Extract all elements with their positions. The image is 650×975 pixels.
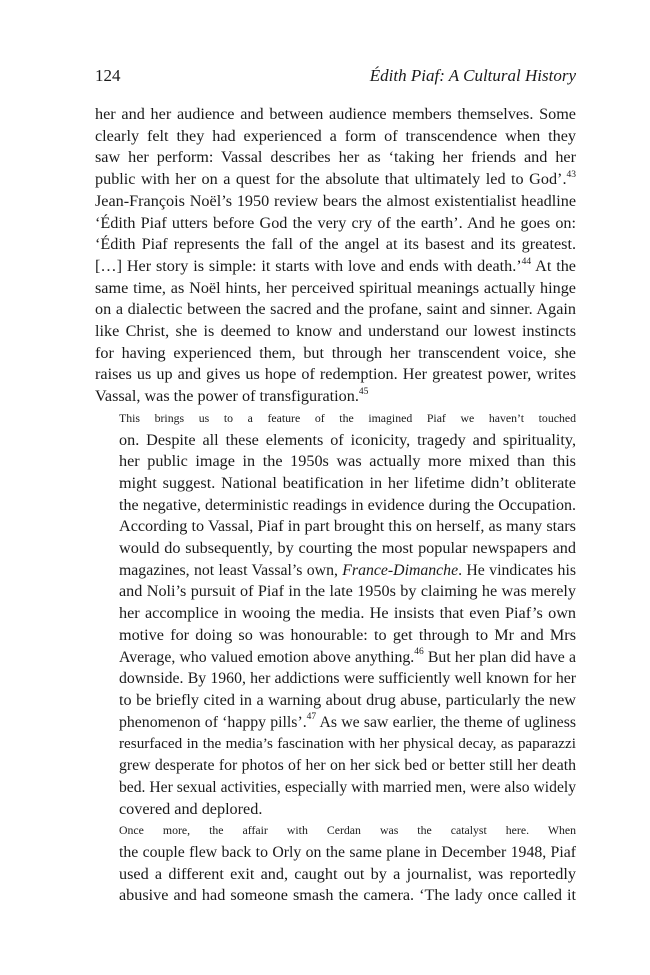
text-line — [95, 777, 576, 799]
text-segment: . He vindicates his — [458, 561, 576, 579]
text-line — [95, 625, 576, 647]
text-segment: would do subsequently, by courting the most popular newspapers and — [119, 539, 576, 558]
text-line — [95, 451, 576, 473]
text-line — [95, 278, 576, 300]
text-segment: magazines, not least Vassal’s own, — [119, 561, 343, 579]
text-line — [95, 191, 576, 213]
text-segment: on. Despite all these elements of iconicity, tragedy and spirituality, — [119, 430, 576, 449]
text-line — [95, 234, 576, 256]
paragraph — [95, 104, 576, 408]
footnote-ref: 47 — [306, 712, 317, 723]
footnote-ref: 44 — [521, 256, 532, 267]
text-segment: ‘Édith Piaf utters before God the very cry of the earth’. And he goes on: — [95, 213, 576, 232]
text-segment: used a different exit and, caught out by a journalist, was reportedly — [119, 864, 576, 883]
text-line — [95, 603, 576, 625]
text-line — [95, 126, 576, 148]
text-segment: her and her audience and between audience members themselves. Some — [95, 105, 576, 123]
text-segment: saw her perform: Vassal describes her as ‘taking her friends and her — [95, 148, 576, 167]
text-segment: Once more, the affair with Cerdan was the catalyst here. When — [119, 823, 576, 838]
text-segment: and Noli’s pursuit of Piaf in the late 1950s by claiming he was merely — [119, 582, 576, 601]
body-text — [95, 104, 576, 907]
text-line — [95, 299, 576, 321]
text-line — [95, 169, 576, 191]
text-line — [95, 495, 576, 517]
book-title: Édith Piaf: A Cultural History — [369, 66, 576, 85]
text-segment: Vassal, was the power of transfiguration. — [95, 387, 359, 406]
page-number: 124 — [95, 66, 121, 85]
text-line — [95, 343, 576, 365]
text-segment: the negative, deterministic readings in evidence during the Occupation. — [119, 496, 576, 514]
text-line — [95, 538, 576, 560]
text-segment: This brings us to a feature of the imagined Piaf we haven’t touched — [119, 410, 576, 425]
text-line — [95, 755, 576, 777]
text-segment: covered and deplored. — [119, 799, 263, 818]
text-segment: the couple flew back to Orly on the same plane in December 1948, Piaf — [119, 843, 576, 861]
text-segment: As we saw earlier, the theme of ugliness — [316, 713, 576, 731]
text-line — [95, 256, 576, 278]
text-segment: raises us up and gives us hope of redemption. Her greatest power, writes — [95, 365, 576, 384]
text-line — [95, 690, 576, 712]
text-line — [95, 430, 576, 452]
paragraph — [95, 820, 576, 907]
text-segment: ‘Édith Piaf represents the fall of the angel at its basest and its greatest. — [95, 235, 576, 254]
text-segment: like Christ, she is deemed to know and understand our lowest instincts — [95, 322, 576, 341]
text-segment: phenomenon of ‘happy pills’. — [119, 713, 307, 731]
italic-title: France-Dimanche — [342, 561, 459, 579]
text-line — [95, 473, 576, 495]
footnote-ref: 45 — [358, 386, 369, 397]
text-segment: But her plan did have a — [423, 648, 577, 666]
running-head — [95, 66, 576, 90]
text-line — [95, 864, 576, 886]
text-segment: downside. By 1960, her addictions were sufficiently well known for her — [119, 670, 576, 688]
text-segment: grew desperate for photos of her on her sick bed or better still her death — [119, 757, 576, 775]
footnote-ref: 43 — [566, 169, 576, 180]
text-line — [95, 820, 576, 842]
text-segment: motive for doing so was honourable: to get through to Mr and Mrs — [119, 625, 576, 644]
text-line — [95, 885, 576, 907]
text-line — [95, 147, 576, 169]
text-line — [95, 321, 576, 343]
text-segment: At the — [531, 256, 576, 275]
text-segment: Jean-François Noël’s 1950 review bears the almost existentialist headline — [95, 191, 576, 210]
text-line — [95, 408, 576, 430]
text-segment: clearly felt they had experienced a form of transcendence when they — [95, 126, 576, 145]
text-segment: to be briefly cited in a warning about drug abuse, particularly the new — [119, 690, 576, 709]
text-line — [95, 733, 576, 755]
text-line — [95, 104, 576, 126]
text-segment: for having experienced them, but through her transcendent voice, she — [95, 343, 576, 362]
text-segment: might suggest. National beatification in her lifetime didn’t obliterate — [119, 473, 576, 492]
text-segment: According to Vassal, Piaf in part brought this on herself, as many stars — [119, 517, 576, 536]
footnote-ref: 46 — [414, 647, 424, 658]
paragraph — [95, 408, 576, 820]
text-segment: her public image in the 1950s was actually more mixed than this — [119, 452, 576, 471]
text-segment: Average, who valued emotion above anything. — [119, 648, 415, 666]
text-segment: public with her on a quest for the absolute that ultimately led to God’. — [95, 170, 567, 189]
text-line — [95, 364, 576, 386]
text-line — [95, 842, 576, 864]
text-line — [95, 799, 576, 821]
text-segment: her accomplice in wooing the media. He insists that even Piaf’s own — [119, 604, 576, 623]
text-line — [95, 386, 576, 408]
text-line — [95, 647, 576, 669]
text-segment: on a dialectic between the sacred and the profane, saint and sinner. Again — [95, 300, 576, 319]
text-segment: bed. Her sexual activities, especially with married men, were also widely — [119, 778, 576, 796]
text-line — [95, 213, 576, 235]
text-line — [95, 560, 576, 582]
text-segment: resurfaced in the media’s fascination with her physical decay, as paparazzi — [119, 735, 576, 753]
text-line — [95, 581, 576, 603]
text-line — [95, 668, 576, 690]
text-line — [95, 712, 576, 734]
text-segment: abusive and had someone smash the camera. ‘The lady once called it — [119, 886, 576, 905]
text-segment: same time, as Noël hints, her perceived spiritual meanings actually hinge — [95, 278, 576, 297]
text-segment: […] Her story is simple: it starts with love and ends with death.’ — [95, 256, 522, 275]
text-line — [95, 516, 576, 538]
